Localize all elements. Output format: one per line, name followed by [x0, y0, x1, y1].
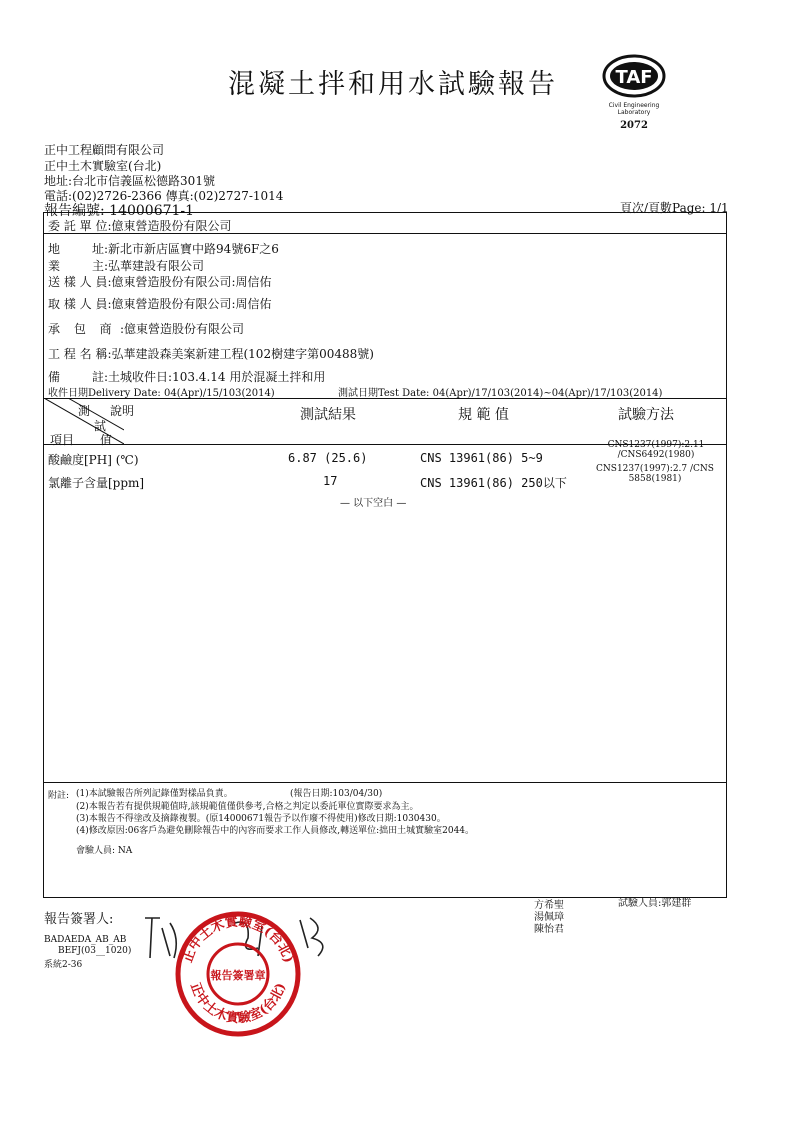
remark-label: 備: [48, 370, 61, 384]
company-name: 正中工程顧問有限公司: [44, 143, 165, 157]
notes-label: 附註:: [48, 791, 70, 801]
taf-logo: [598, 52, 670, 132]
header-shi: 試: [94, 419, 107, 433]
col-result: 測試結果: [300, 407, 356, 423]
company-address: 地址:台北市信義區松德路301號: [44, 174, 215, 188]
header-test: 測: [78, 404, 91, 418]
signers-label: 報告簽署人:: [44, 912, 114, 927]
row-1-item: 酸鹼度[PH] (℃): [48, 453, 139, 467]
col-spec: 規 範 值: [458, 407, 509, 423]
remark: 註:土城收件日:103.4.14 用於混凝土拌和用: [92, 370, 326, 384]
note-3: (3)本報告不得塗改及摘錄複製。(原14000671報告予以作廢不得使用)修改日期:1030430。: [76, 814, 446, 824]
note-1: (1)本試驗報告所列記錄僅對樣品負責。: [76, 789, 233, 799]
delivery-date: 收件日期Delivery Date: 04(Apr)/15/103(2014): [48, 388, 275, 399]
footer-code-3: 系統2-36: [44, 960, 83, 970]
page-number: 頁次/頁數Page: 1/1: [620, 201, 729, 215]
official-seal: [168, 908, 308, 1040]
header-desc: 說明: [110, 404, 135, 418]
contractor-label: 承 包 商: [48, 322, 117, 336]
col-method: 試驗方法: [618, 407, 674, 423]
contractor: :億東營造股份有限公司: [120, 322, 245, 336]
signer-3: 陳怡君: [534, 924, 564, 935]
collected-by: 取 樣 人 員:億東營造股份有限公司:周信佑: [48, 297, 272, 311]
row-1-result: 6.87 (25.6): [288, 451, 368, 465]
lab-name: 正中土木實驗室(台北): [44, 159, 162, 173]
signer-1: 方希聖: [534, 900, 564, 911]
header-item: 項目: [50, 433, 75, 447]
note-4: (4)修改原因:06客戶為避免刪除報告中的內容而要求工作人員修改,轉送單位:拙田土城實驗室2044。: [76, 826, 475, 836]
divider: [44, 782, 727, 783]
signer-2: 湯佩璋: [534, 912, 564, 923]
row-2-method: CNS1237(1997):2.7 /CNS 5858(1981): [596, 464, 714, 484]
row-1-spec: CNS 13961(86) 5~9: [420, 451, 543, 465]
checker: 會驗人員: NA: [76, 846, 133, 856]
divider: [44, 233, 727, 234]
divider: [44, 398, 727, 399]
row-2-spec: CNS 13961(86) 250以下: [420, 476, 567, 490]
address-label: 地: [48, 242, 61, 256]
svg-text:報告簽署章: 報告簽署章: [210, 969, 266, 982]
row-2-item: 氯離子含量[ppm]: [48, 476, 145, 490]
report-date: (報告日期:103/04/30): [290, 789, 383, 799]
owner-label: 業: [48, 259, 61, 273]
client: 委 託 單 位:億東營造股份有限公司: [48, 219, 232, 233]
svg-text:正中土木實驗室(台北): 正中土木實驗室(台北): [186, 980, 289, 1027]
svg-text:2072: 2072: [620, 120, 648, 131]
header-value: 值: [100, 433, 113, 447]
owner: 主:弘華建設有限公司: [92, 259, 205, 273]
footer-code-1: BADAEDA_AB_AB: [44, 935, 127, 945]
svg-text:正中土木實驗室(台北): 正中土木實驗室(台北): [180, 914, 296, 965]
svg-text:Laboratory: Laboratory: [617, 109, 651, 116]
row-1-method: CNS1237(1997):2.11 /CNS6492(1980): [607, 440, 705, 460]
svg-text:Civil Engineering: Civil Engineering: [608, 102, 660, 109]
project-name: 工 程 名 稱:弘華建設森美案新建工程(102樹建字第00488號): [48, 347, 374, 361]
end-note: — 以下空白 —: [340, 498, 407, 509]
taf-mark: TAF: [615, 67, 653, 88]
tester: 試驗人員:郭建群: [618, 898, 692, 909]
footer-code-2: BEFJ(03__1020): [58, 946, 132, 956]
site-address: 址:新北市新店區寶中路94號6F之6: [92, 242, 279, 256]
note-2: (2)本報告若有提供規範值時,該規範值僅供參考,合格之判定以委託單位實際要求為主。: [76, 802, 419, 812]
company-phone: 電話:(02)2726-2366 傳真:(02)2727-1014: [44, 189, 284, 203]
report-number: 報告編號: 14000671-1: [44, 203, 195, 219]
page-title: 混凝土拌和用水試驗報告: [228, 69, 558, 100]
test-date: 測試日期Test Date: 04(Apr)/17/103(2014)~04(Apr)/17/103(2014): [338, 388, 663, 399]
delivered-by: 送 樣 人 員:億東營造股份有限公司:周信佑: [48, 275, 272, 289]
row-2-result: 17: [323, 474, 338, 488]
